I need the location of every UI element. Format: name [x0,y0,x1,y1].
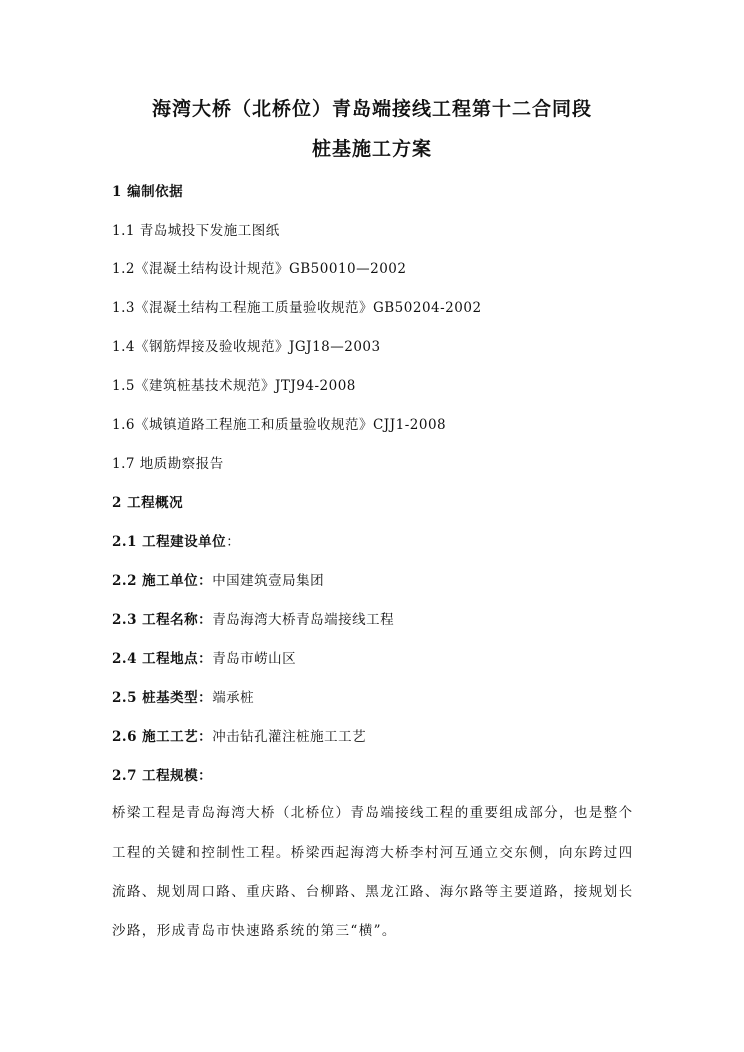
overview-item [112,764,212,784]
overview-item [112,647,296,667]
overview-label: 2.4 工程地点： [112,651,213,667]
overview-label: 2.2 施工单位： [112,573,213,589]
document-subtitle: 桩基施工方案 [311,138,432,160]
overview-label: 2.3 工程名称： [112,612,213,628]
overview-value: 端承桩 [212,690,255,706]
section-2-heading: 2 工程概况 [112,495,184,511]
reference-item: 1.4《钢筋焊接及验收规范》JGJ18—2003 [112,339,381,355]
overview-item [112,686,254,706]
overview-item [112,608,394,628]
overview-label: 2.6 施工工艺： [112,729,213,745]
reference-item: 1.1 青岛城投下发施工图纸 [112,223,280,239]
overview-item [112,569,324,589]
reference-item: 1.7 地质勘察报告 [112,456,224,472]
body-paragraph-line: 桥梁工程是青岛海湾大桥（北桥位）青岛端接线工程的重要组成部分，也是整个 [112,805,634,821]
overview-value: 青岛海湾大桥青岛端接线工程 [212,612,395,628]
document-title: 海湾大桥（北桥位）青岛端接线工程第十二合同段 [151,98,592,120]
reference-item: 1.2《混凝土结构设计规范》GB50010—2002 [112,261,407,277]
reference-item: 1.3《混凝土结构工程施工质量验收规范》GB50204-2002 [112,300,482,316]
reference-item: 1.5《建筑桩基技术规范》JTJ94-2008 [112,378,356,394]
overview-item [112,725,366,745]
overview-value: ： [226,534,241,550]
body-paragraph-line: 流路、规划周口路、重庆路、台柳路、黑龙江路、海尔路等主要道路，接规划长 [112,884,634,900]
overview-value: 青岛市崂山区 [212,651,297,667]
reference-item: 1.6《城镇道路工程施工和质量验收规范》CJJ1-2008 [112,417,447,433]
body-paragraph-line: 工程的关键和控制性工程。桥梁西起海湾大桥李村河互通立交东侧，向东跨过四 [112,845,634,861]
body-paragraph-line: 沙路，形成青岛市快速路系统的第三“横”。 [112,923,397,939]
overview-label: 2.1 工程建设单位 [112,534,227,550]
overview-label: 2.5 桩基类型： [112,690,213,706]
overview-item [112,530,240,550]
section-1-heading: 1 编制依据 [112,184,184,200]
overview-label: 2.7 工程规模： [112,768,213,784]
overview-value: 冲击钻孔灌注桩施工工艺 [212,729,367,745]
overview-value: 中国建筑壹局集团 [212,573,325,589]
